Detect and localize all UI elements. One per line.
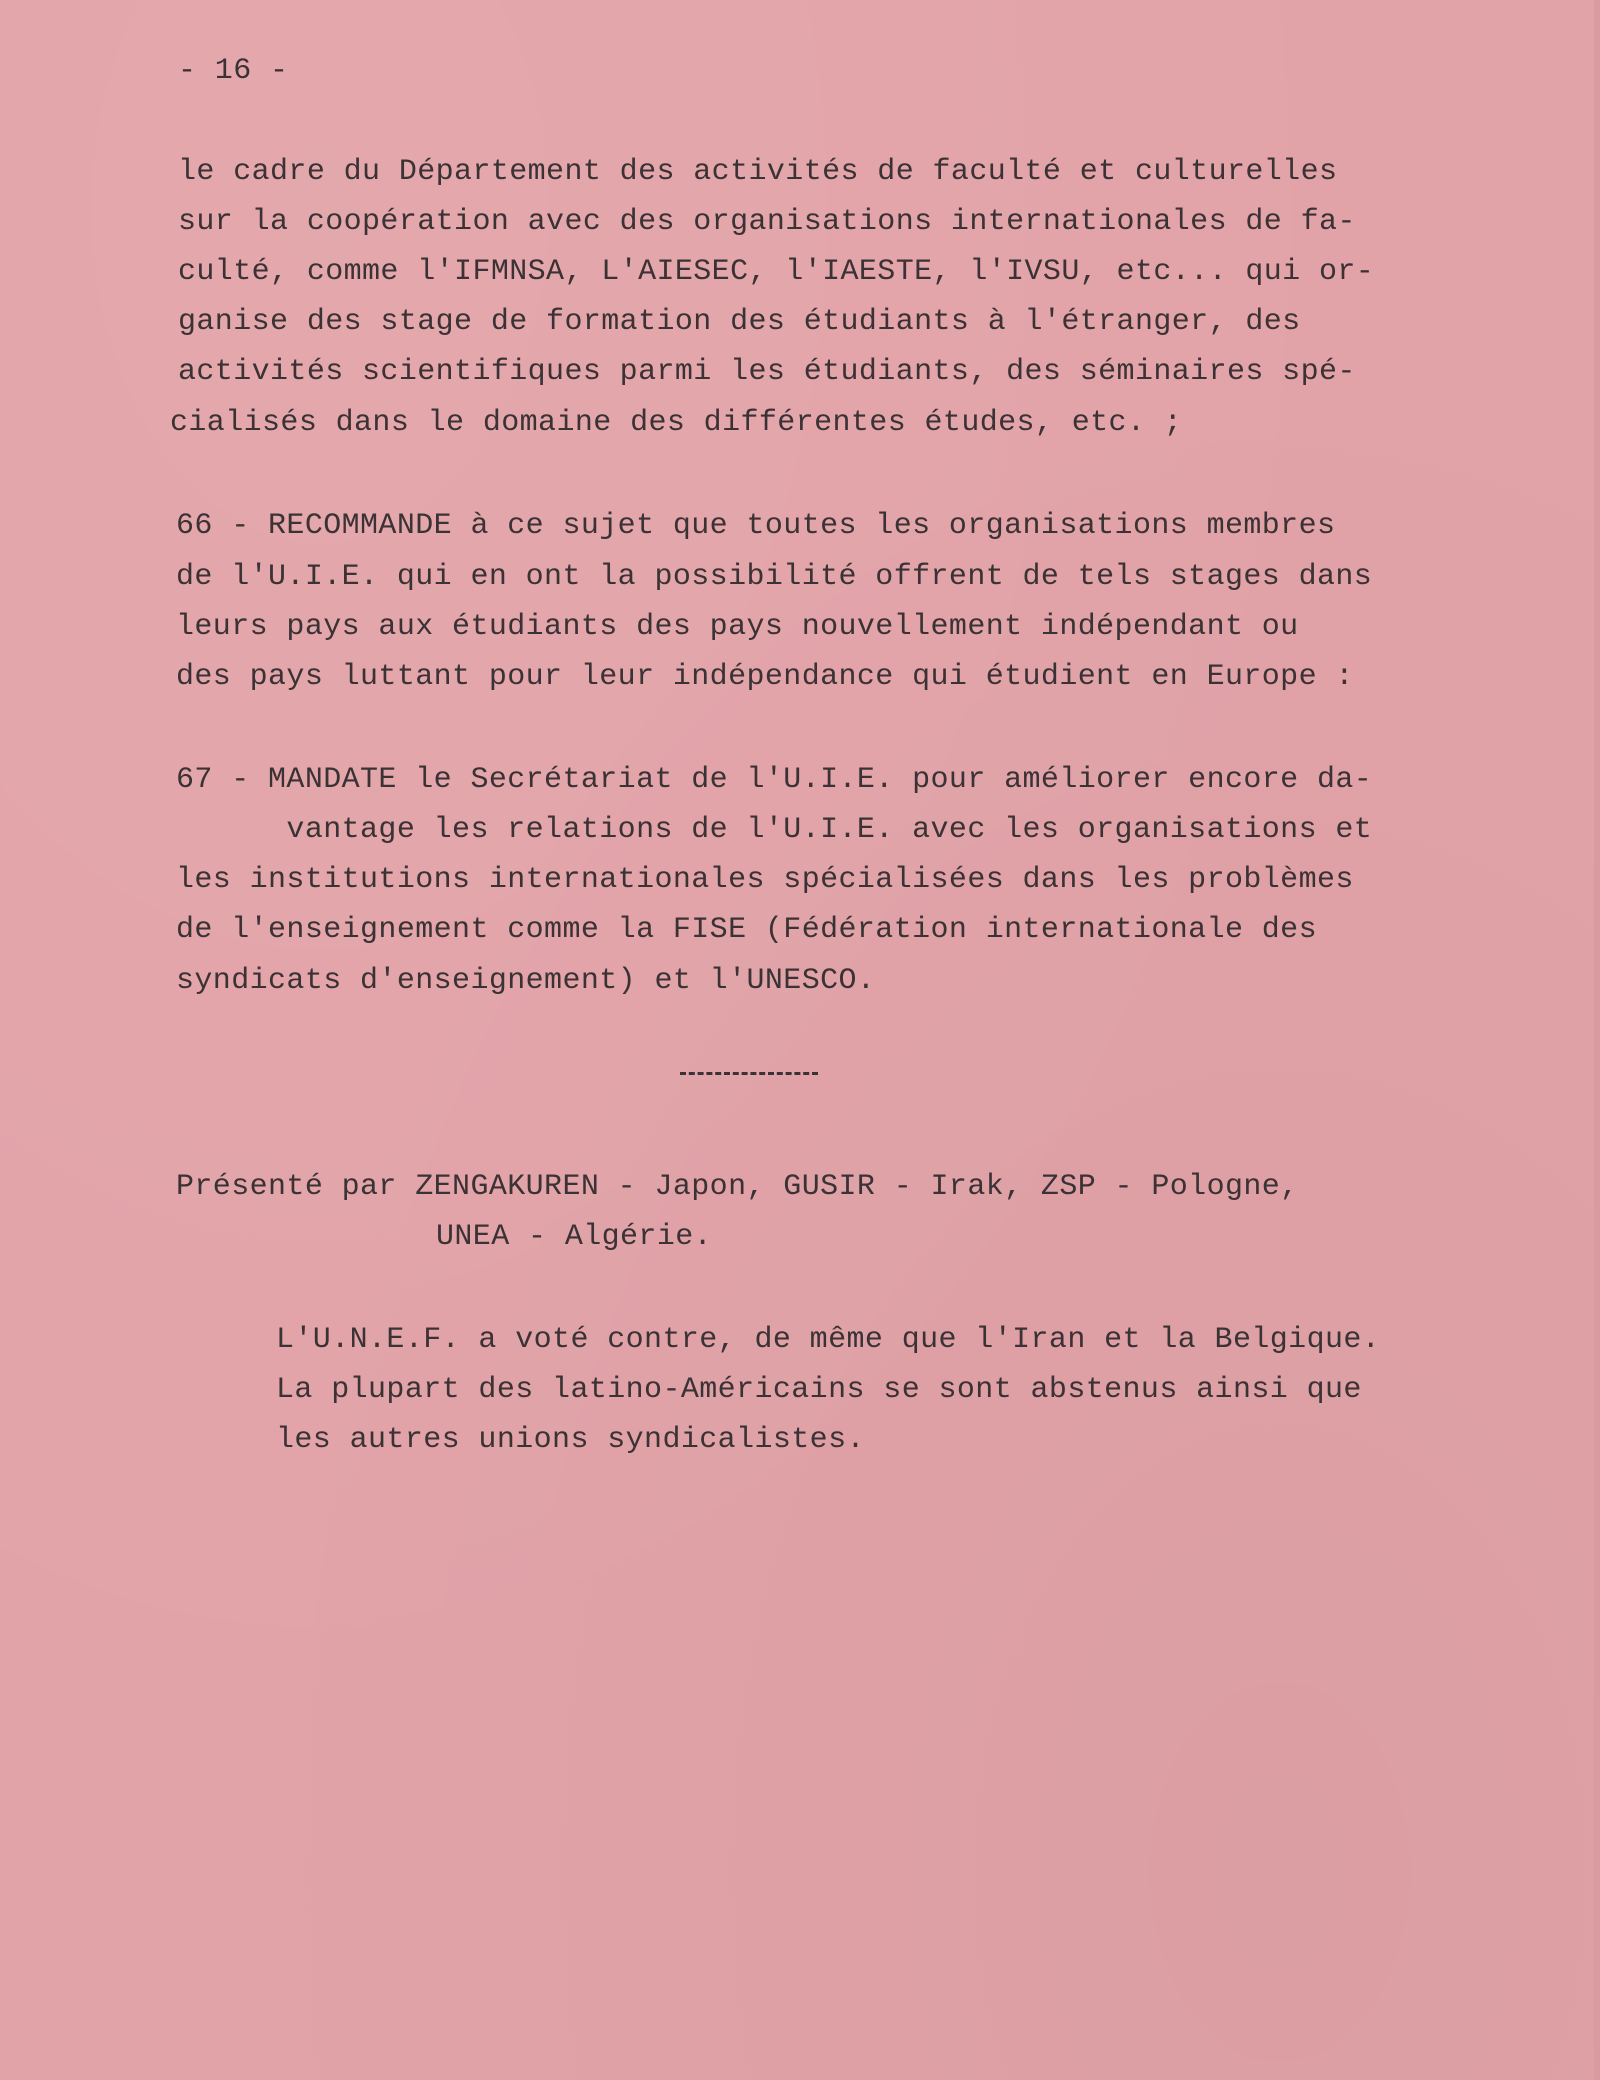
section-separator <box>680 1072 818 1075</box>
text-line: La plupart des latino-Américains se sont abstenus ainsi que <box>276 1373 1362 1407</box>
text-line: UNEA - Algérie. <box>436 1220 713 1254</box>
text-line: de l'U.I.E. qui en ont la possibilité offrent de tels stages dans <box>176 560 1373 594</box>
text-line: culté, comme l'IFMNSA, L'AIESEC, l'IAESTE, l'IVSU, etc... qui or- <box>178 255 1375 289</box>
text-line: les autres unions syndicalistes. <box>276 1423 865 1457</box>
text-line: cialisés dans le domaine des différentes études, etc. ; <box>170 406 1183 440</box>
text-line: de l'enseignement comme la FISE (Fédération internationale des <box>176 913 1317 947</box>
paper-edge <box>1594 0 1600 2080</box>
text-line: les institutions internationales spécialisées dans les problèmes <box>176 863 1354 897</box>
text-line: vantage les relations de l'U.I.E. avec les organisations et <box>176 813 1373 847</box>
text-line: syndicats d'enseignement) et l'UNESCO. <box>176 964 876 998</box>
text-line: leurs pays aux étudiants des pays nouvellement indépendant ou <box>176 610 1299 644</box>
page-number: - 16 - <box>178 54 289 88</box>
text-line: Présenté par ZENGAKUREN - Japon, GUSIR - Irak, ZSP - Pologne, <box>176 1170 1299 1204</box>
text-line: 67 - MANDATE le Secrétariat de l'U.I.E. pour améliorer encore da- <box>176 763 1373 797</box>
text-line: activités scientifiques parmi les étudiants, des séminaires spé- <box>178 355 1356 389</box>
text-line: le cadre du Département des activités de faculté et culturelles <box>178 155 1338 189</box>
text-line: ganise des stage de formation des étudiants à l'étranger, des <box>178 305 1301 339</box>
text-line: 66 - RECOMMANDE à ce sujet que toutes les organisations membres <box>176 509 1336 543</box>
text-line: sur la coopération avec des organisations internationales de fa- <box>178 205 1356 239</box>
text-line: des pays luttant pour leur indépendance qui étudient en Europe : <box>176 660 1354 694</box>
text-line: L'U.N.E.F. a voté contre, de même que l'Iran et la Belgique. <box>276 1323 1381 1357</box>
